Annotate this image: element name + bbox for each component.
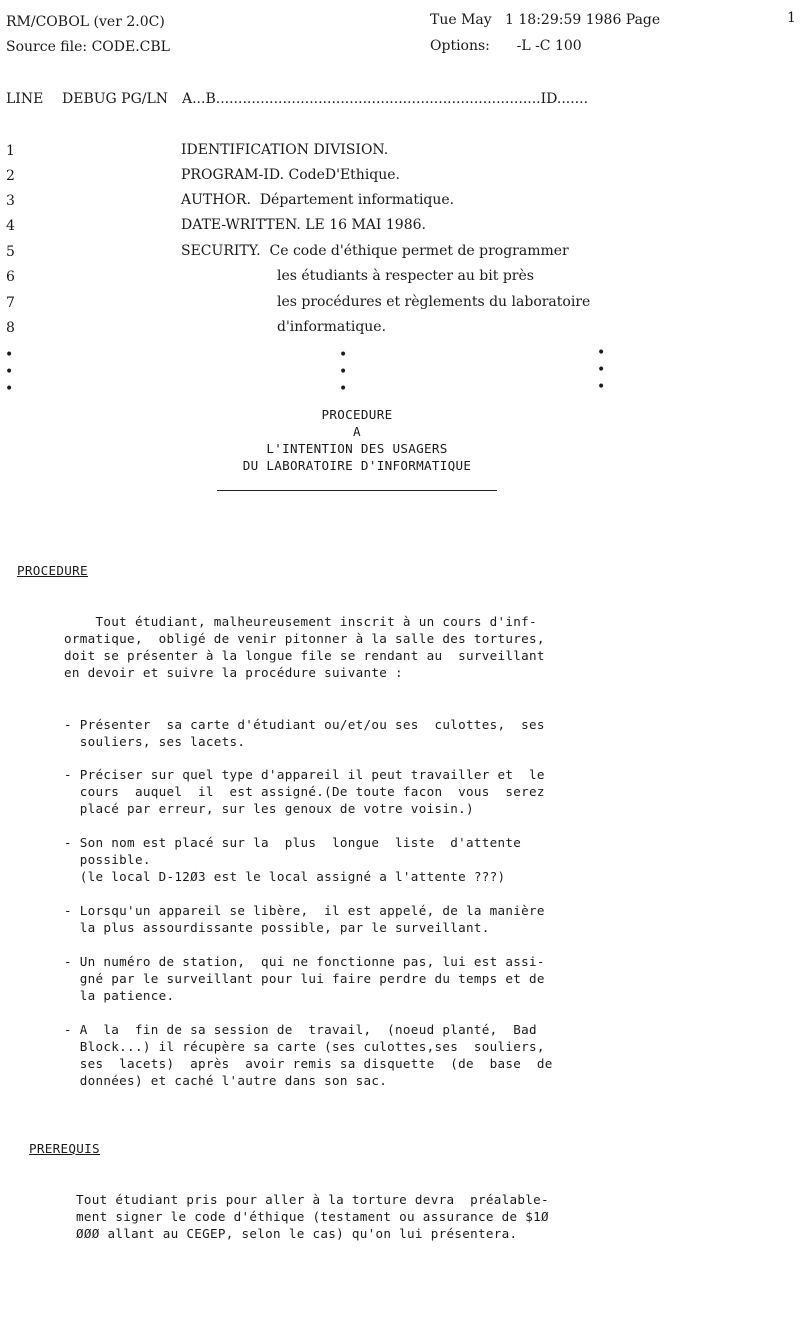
compiler-version: RM/COBOL (ver 2.0C) bbox=[6, 14, 165, 30]
code-line: AUTHOR. Département informatique. bbox=[181, 192, 455, 208]
step-line: - Préciser sur quel type d'appareil il peut travailler et le bbox=[64, 767, 545, 782]
procedure-heading: PROCEDURE bbox=[17, 563, 88, 578]
ellipsis-dots: • • • bbox=[597, 345, 606, 395]
line-number: 1 bbox=[6, 143, 15, 159]
procedure-step bbox=[64, 834, 521, 885]
listing-date: Tue May 1 18:29:59 1986 Page bbox=[430, 12, 661, 28]
step-line: la plus assourdissante possible, par le surveillant. bbox=[64, 920, 490, 935]
code-line: DATE-WRITTEN. LE 16 MAI 1986. bbox=[181, 217, 426, 233]
prerequis-paragraph bbox=[76, 1191, 549, 1242]
procedure-step bbox=[64, 716, 545, 750]
code-line: d'informatique. bbox=[277, 319, 387, 335]
step-line: - Un numéro de station, qui ne fonctionne pas, lui est assi- bbox=[64, 954, 545, 969]
step-line: - Présenter sa carte d'étudiant ou/et/ou ses culottes, ses bbox=[64, 717, 545, 732]
line-number: 7 bbox=[6, 295, 15, 311]
code-line: IDENTIFICATION DIVISION. bbox=[181, 142, 389, 158]
ellipsis-dots: • • • bbox=[5, 347, 14, 397]
step-line: souliers, ses lacets. bbox=[64, 734, 246, 749]
step-line: placé par erreur, sur les genoux de votre voisin.) bbox=[64, 801, 474, 816]
procedure-step bbox=[64, 766, 545, 817]
compile-options: Options: -L -C 100 bbox=[430, 38, 582, 54]
intro-line: en devoir et suivre la procédure suivante : bbox=[64, 665, 403, 680]
line-number: 6 bbox=[6, 269, 15, 285]
code-line: les procédures et règlements du laboratoire bbox=[277, 294, 591, 310]
line-number: 5 bbox=[6, 244, 15, 260]
procedure-step bbox=[64, 1021, 553, 1089]
intro-line: Tout étudiant, malheureusement inscrit à un cours d'inf- bbox=[64, 614, 537, 629]
column-line: LINE bbox=[6, 91, 44, 107]
intro-paragraph bbox=[64, 613, 545, 681]
title-line: L'INTENTION DES USAGERS bbox=[266, 441, 448, 456]
code-line: SECURITY. Ce code d'éthique permet de programmer bbox=[181, 243, 569, 259]
procedure-step bbox=[64, 902, 545, 936]
line-number: 4 bbox=[6, 218, 15, 234]
step-line: la patience. bbox=[64, 988, 175, 1003]
title-line: A bbox=[353, 424, 361, 439]
intro-line: doit se présenter à la longue file se rendant au surveillant bbox=[64, 648, 545, 663]
code-line: PROGRAM-ID. CodeD'Ethique. bbox=[181, 167, 401, 183]
step-line: - Son nom est placé sur la plus longue liste d'attente bbox=[64, 835, 522, 850]
page-number: 1 bbox=[787, 10, 796, 26]
prerequis-line: ØØØ allant au CEGEP, selon le cas) qu'on lui présentera. bbox=[76, 1226, 518, 1241]
step-line: Block...) il récupère sa carte (ses culottes,ses souliers, bbox=[64, 1039, 545, 1054]
line-number: 3 bbox=[6, 193, 15, 209]
prerequis-heading: PREREQUIS bbox=[29, 1141, 100, 1156]
title-line: PROCEDURE bbox=[321, 407, 393, 422]
step-line: possible. bbox=[64, 852, 151, 867]
ellipsis-dots: • • • bbox=[339, 347, 348, 397]
title-rule bbox=[217, 490, 497, 491]
column-ruler: A...B.........................................................................ID....... bbox=[182, 91, 589, 107]
step-line: (le local D-12Ø3 est le local assigné a l'attente ???) bbox=[64, 869, 506, 884]
title-line: DU LABORATOIRE D'INFORMATIQUE bbox=[242, 458, 472, 473]
prerequis-line: Tout étudiant pris pour aller à la torture devra préalable- bbox=[76, 1192, 549, 1207]
step-line: - Lorsqu'un appareil se libère, il est appelé, de la manière bbox=[64, 903, 545, 918]
procedure-step bbox=[64, 953, 545, 1004]
step-line: ses lacets) après avoir remis sa disquette (de base de bbox=[64, 1056, 553, 1071]
line-number: 8 bbox=[6, 320, 15, 336]
source-file: Source file: CODE.CBL bbox=[6, 39, 170, 55]
prerequis-line: ment signer le code d'éthique (testament ou assurance de $1Ø bbox=[76, 1209, 549, 1224]
code-line: les étudiants à respecter au bit près bbox=[277, 268, 534, 284]
step-line: - A la fin de sa session de travail, (noeud planté, Bad bbox=[64, 1022, 537, 1037]
intro-line: ormatique, obligé de venir pitonner à la salle des tortures, bbox=[64, 631, 545, 646]
step-line: données) et caché l'autre dans son sac. bbox=[64, 1073, 388, 1088]
column-debug: DEBUG PG/LN bbox=[62, 91, 169, 107]
step-line: cours auquel il est assigné.(De toute facon vous serez bbox=[64, 784, 545, 799]
line-number: 2 bbox=[6, 168, 15, 184]
step-line: gné par le surveillant pour lui faire perdre du temps et de bbox=[64, 971, 545, 986]
